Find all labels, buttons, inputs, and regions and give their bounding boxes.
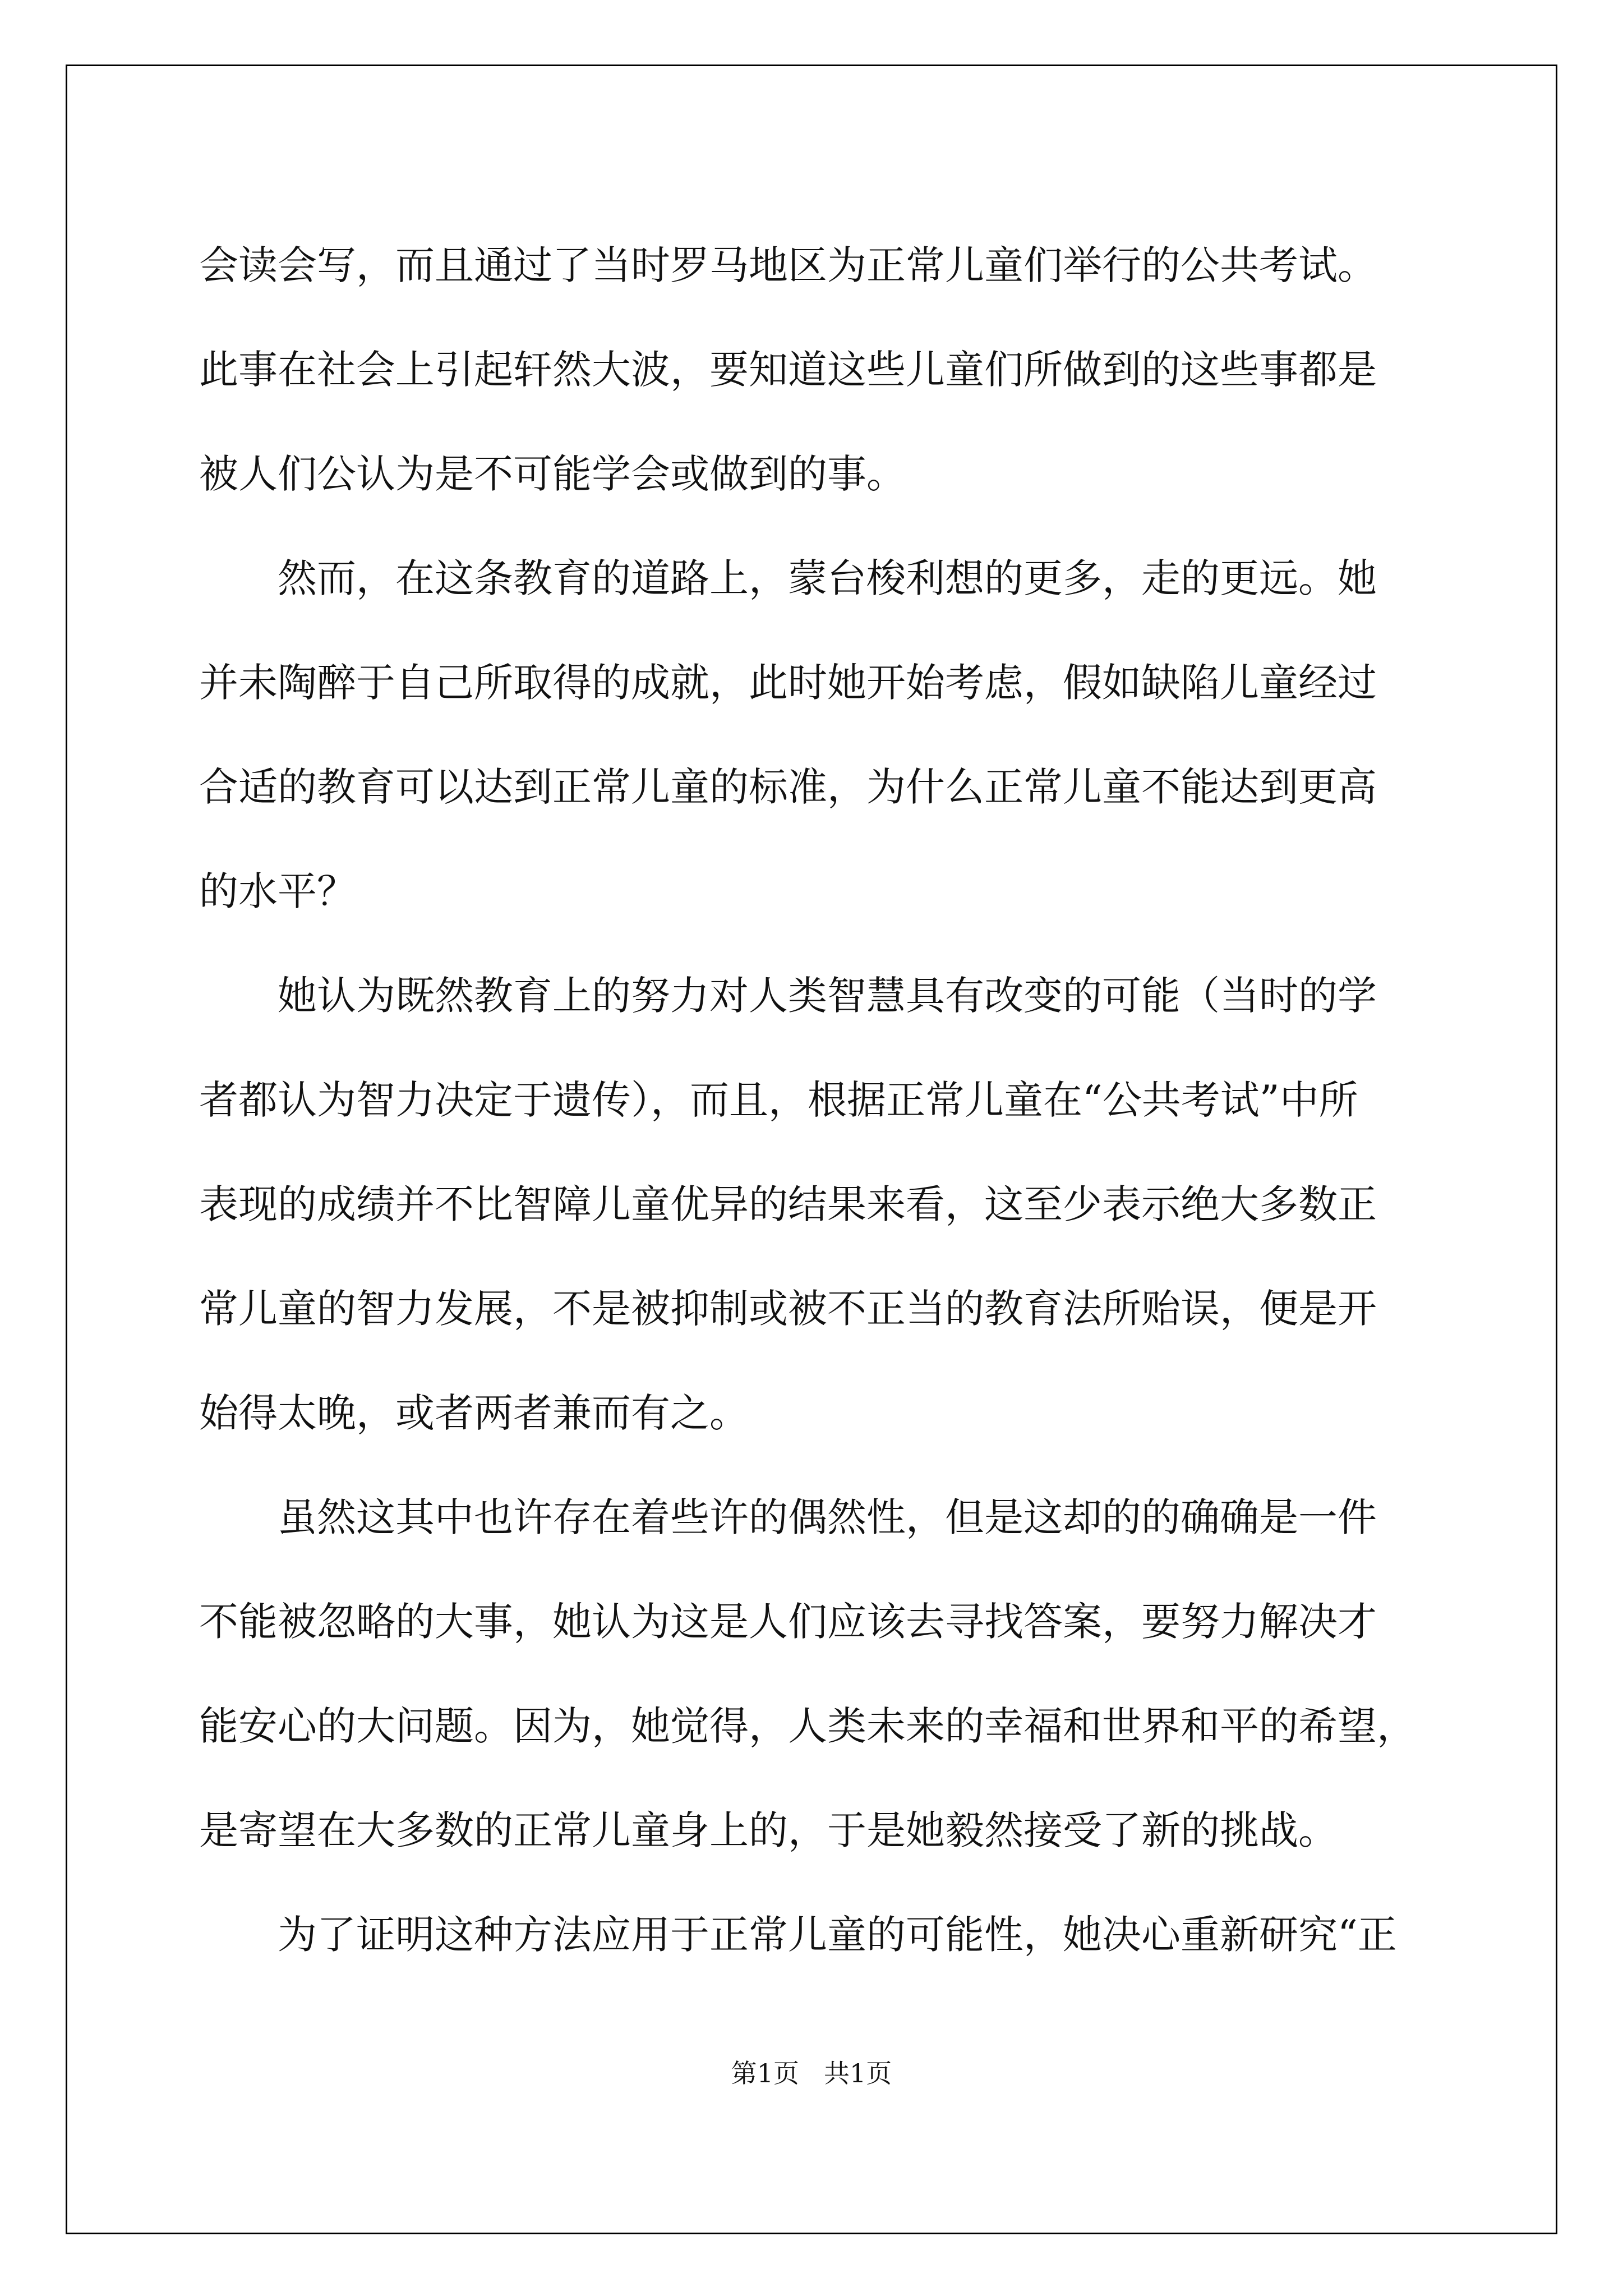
text-line: 并未陶醉于自己所取得的成就，此时她开始考虑，假如缺陷儿童经过 xyxy=(199,660,1377,706)
text-line: 表现的成绩并不比智障儿童优异的结果来看，这至少表示绝大多数正 xyxy=(199,1181,1377,1227)
text-line: 常儿童的智力发展，不是被抑制或被不正当的教育法所贻误，便是开 xyxy=(199,1286,1377,1332)
text-line: 然而，在这条教育的道路上，蒙台梭利想的更多，走的更远。她 xyxy=(278,555,1377,601)
document-body xyxy=(199,213,1433,1987)
text-line: 是寄望在大多数的正常儿童身上的，于是她毅然接受了新的挑战。 xyxy=(199,1807,1338,1853)
text-line: 能安心的大问题。因为，她觉得，人类未来的幸福和世界和平的希望， xyxy=(199,1703,1416,1749)
page-footer xyxy=(0,2053,1623,2090)
text-line: 合适的教育可以达到正常儿童的标准，为什么正常儿童不能达到更高 xyxy=(199,764,1377,810)
text-line: 会读会写，而且通过了当时罗马地区为正常儿童们举行的公共考试。 xyxy=(199,242,1377,288)
text-line: 者都认为智力决定于遗传），而且，根据正常儿童在“公共考试”中所 xyxy=(199,1077,1358,1123)
text-line: 的水平？ xyxy=(199,868,356,914)
text-line: 此事在社会上引起轩然大波，要知道这些儿童们所做到的这些事都是 xyxy=(199,347,1377,393)
text-line: 不能被忽略的大事，她认为这是人们应该去寻找答案，要努力解决才 xyxy=(199,1599,1377,1645)
page-total: 共1页 xyxy=(823,2058,892,2088)
page-number: 第1页 xyxy=(731,2058,800,2088)
text-line: 始得太晚，或者两者兼而有之。 xyxy=(199,1390,749,1436)
text-line: 为了证明这种方法应用于正常儿童的可能性，她决心重新研究“正 xyxy=(278,1912,1397,1958)
text-line: 她认为既然教育上的努力对人类智慧具有改变的可能（当时的学 xyxy=(278,973,1377,1019)
text-line: 虽然这其中也许存在着些许的偶然性，但是这却的的确确是一件 xyxy=(278,1494,1377,1540)
text-line: 被人们公认为是不可能学会或做到的事。 xyxy=(199,451,906,497)
